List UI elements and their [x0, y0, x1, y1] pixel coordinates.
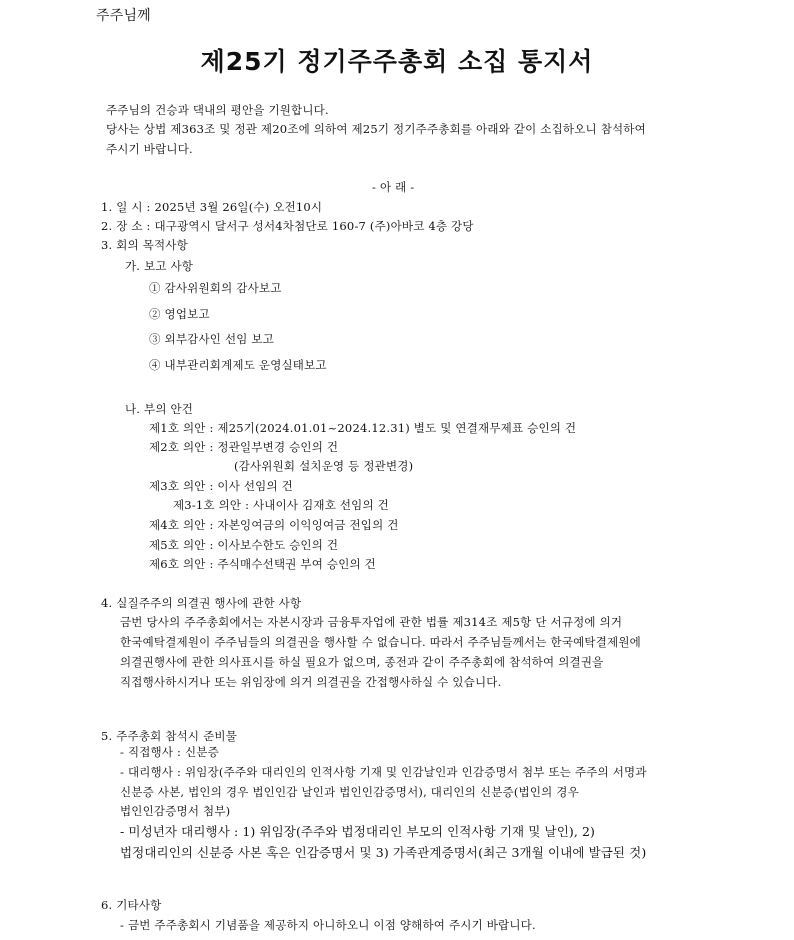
- materials-direct: - 직접행사 : 신분증: [120, 745, 219, 759]
- voting-paragraph-line: 금번 당사의 주주총회에서는 자본시장과 금융투자업에 관한 법률 제314조 제5항 단 서규정에 의거: [120, 615, 623, 629]
- materials-minor-cont: 법정대리인의 신분증 사본 혹은 인감증명서 및 3) 가족관계증명서(최근 3개월 이내에 발급된 것): [120, 845, 647, 860]
- voting-paragraph-line: 한국예탁결제원이 주주님들의 의결권을 행사할 수 없습니다. 따라서 주주님들께서는 한국예탁결제원에: [120, 635, 641, 649]
- section-other-heading: 6. 기타사항: [101, 898, 162, 912]
- report-items-heading: 가. 보고 사항: [125, 259, 194, 273]
- voting-paragraph-line: 의결권행사에 관한 의사표시를 하실 필요가 없으며, 종전과 같이 주주총회에 참석하여 의결권을: [120, 655, 604, 669]
- section-agenda-heading: 3. 회의 목적사항: [101, 238, 188, 252]
- materials-proxy-cont: 법인인감증명서 첨부): [120, 804, 231, 818]
- agenda-item: 제4호 의안 : 자본잉여금의 이익잉여금 전입의 건: [149, 518, 399, 532]
- voting-paragraph-line: 직접행사하시거나 또는 위임장에 의거 의결권을 간접행사하실 수 있습니다.: [120, 675, 502, 689]
- materials-minor: - 미성년자 대리행사 : 1) 위임장(주주와 법정대리인 부모의 인적사항 기재 및 날인), 2): [120, 824, 596, 839]
- section-voting-heading: 4. 실질주주의 의결권 행사에 관한 사항: [101, 596, 302, 610]
- agenda-item-note: (감사위원회 설치운영 등 정관변경): [234, 459, 414, 473]
- materials-proxy: - 대리행사 : 위임장(주주와 대리인의 인적사항 기재 및 인감날인과 인감증명서 첨부 또는 주주의 서명과: [120, 765, 647, 779]
- notice-heading: - 아 래 -: [372, 180, 415, 194]
- intro-line-2: 당사는 상법 제363조 및 정관 제20조에 의하여 제25기 정기주주총회를 아래와 같이 소집하오니 참석하여: [106, 122, 646, 136]
- report-item: ② 영업보고: [149, 307, 210, 321]
- agenda-item: 제3호 의안 : 이사 선임의 건: [149, 479, 293, 493]
- agenda-items-heading: 나. 부의 안건: [125, 402, 194, 416]
- recipient-header: 주주님께: [96, 8, 151, 24]
- section-datetime: 1. 일 시 : 2025년 3월 26일(수) 오전10시: [101, 200, 323, 214]
- agenda-item: 제1호 의안 : 제25기(2024.01.01~2024.12.31) 별도 및 연결재무제표 승인의 건: [149, 421, 577, 435]
- report-item: ④ 내부관리회계제도 운영실태보고: [149, 358, 327, 372]
- report-item: ③ 외부감사인 선임 보고: [149, 332, 275, 346]
- report-item: ① 감사위원회의 감사보고: [149, 281, 282, 295]
- intro-line-1: 주주님의 건승과 댁내의 평안을 기원합니다.: [106, 103, 329, 117]
- materials-proxy-cont: 신분증 사본, 법인의 경우 법인인감 날인과 법인인감증명서), 대리인의 신분증(법인의 경우: [120, 785, 579, 799]
- intro-line-3: 주시기 바랍니다.: [106, 142, 193, 156]
- agenda-sub-item: 제3-1호 의안 : 사내이사 김재호 선임의 건: [173, 498, 389, 512]
- agenda-item: 제5호 의안 : 이사보수한도 승인의 건: [149, 538, 339, 552]
- section-venue: 2. 장 소 : 대구광역시 달서구 성서4차첨단로 160-7 (주)아바코 4층 강당: [101, 219, 474, 233]
- other-line: - 금번 주주총회시 기념품을 제공하지 아니하오니 이점 양해하여 주시기 바랍니다.: [120, 918, 536, 932]
- document-title: 제25기 정기주주총회 소집 통지서: [200, 47, 594, 76]
- agenda-item: 제2호 의안 : 정관일부변경 승인의 건: [149, 440, 339, 454]
- section-materials-heading: 5. 주주총회 참석시 준비물: [101, 729, 238, 743]
- agenda-item: 제6호 의안 : 주식매수선택권 부여 승인의 건: [149, 557, 376, 571]
